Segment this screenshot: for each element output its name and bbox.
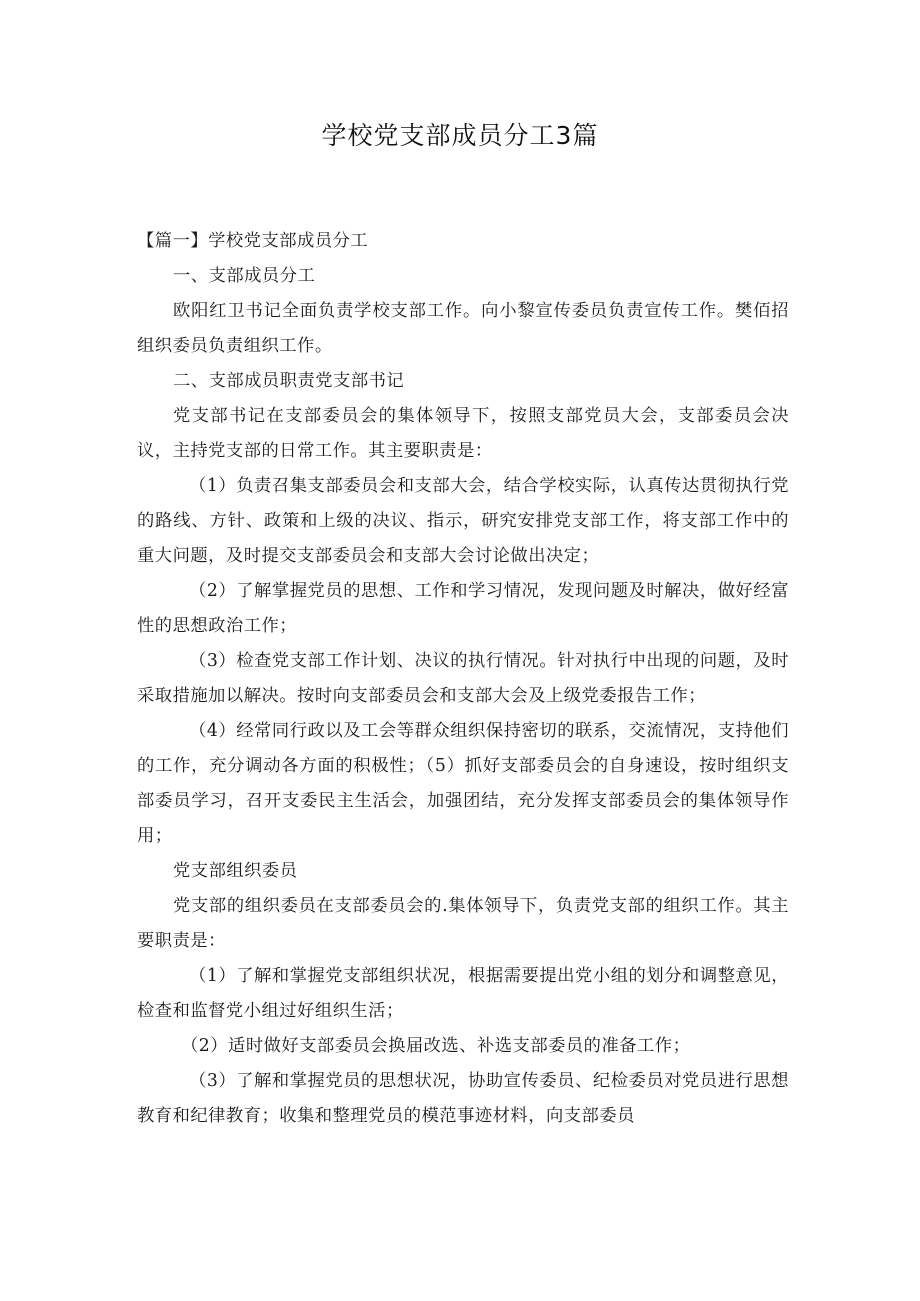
paragraph: 欧阳红卫书记全面负责学校支部工作。向小黎宣传委员负责宣传工作。樊佰招组织委员负责组织工作。 [137, 301, 789, 356]
list-item: （4）经常同行政以及工会等群众组织保持密切的联系，交流情况，支持他们的工作，充分调动各方面的积极性；（5）抓好支部委员会的自身速设，按时组织支部委员学习，召开支委民主生活会，加强团结，充分发挥支部委员会的集体领导作用； [137, 721, 789, 846]
document-body [137, 224, 789, 1134]
subsection-heading: 党支部组织委员 [173, 861, 298, 881]
list-item: （1）负责召集支部委员会和支部大会，结合学校实际，认真传达贯彻执行党的路线、方针、政策和上级的决议、指示，研究安排党支部工作，将支部工作中的重大问题，及时提交支部委员会和支部大会讨论做出决定； [137, 476, 789, 566]
list-item: （1）了解和掌握党支部组织状况，根据需要提出党小组的划分和调整意见，检查和监督党小组过好组织生活； [137, 966, 789, 1021]
paragraph: 党支部的组织委员在支部委员会的.集体领导下，负责党支部的组织工作。其主要职责是： [137, 896, 789, 951]
subsection-heading: 二、支部成员职责党支部书记 [173, 371, 405, 391]
paragraph: 党支部书记在支部委员会的集体领导下，按照支部党员大会，支部委员会决议，主持党支部的日常工作。其主要职责是： [137, 406, 789, 461]
subsection-heading: 一、支部成员分工 [173, 266, 316, 286]
list-item: （2）了解掌握党员的思想、工作和学习情况，发现问题及时解决，做好经富性的思想政治工作； [137, 581, 789, 636]
list-item: （3）了解和掌握党员的思想状况，协助宣传委员、纪检委员对党员进行思想教育和纪律教育；收集和整理党员的模范事迹材料，向支部委员 [137, 1071, 789, 1126]
list-item: （2）适时做好支部委员会换届改选、补选支部委员的准备工作； [181, 1036, 691, 1056]
document-title: 学校党支部成员分工3篇 [321, 121, 599, 150]
section-heading: 【篇一】学校党支部成员分工 [137, 231, 369, 251]
list-item: （3）检查党支部工作计划、决议的执行情况。针对执行中出现的问题，及时采取措施加以解决。按时向支部委员会和支部大会及上级党委报告工作； [137, 651, 789, 706]
